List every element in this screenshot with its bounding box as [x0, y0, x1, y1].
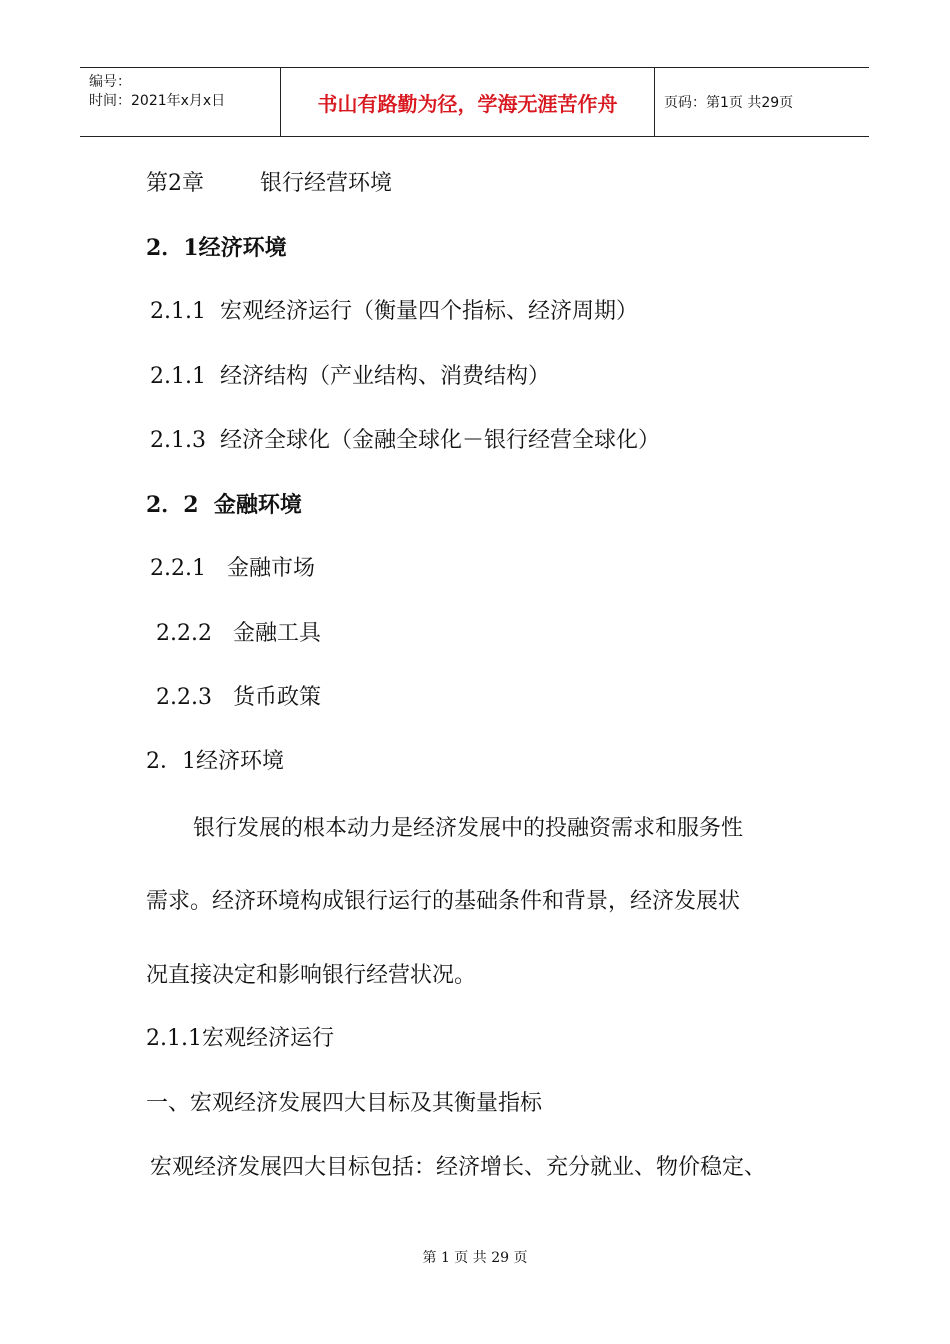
- page-footer: 第 1 页 共 29 页: [422, 1250, 528, 1266]
- page-info: 页码：第1页 共29页: [664, 95, 794, 111]
- toc-entry-2-2-1: 2.2.1 金融市场: [150, 556, 315, 581]
- time-label: 时间：2021年x月x日: [89, 93, 226, 109]
- toc-entry-2-2-3: 2.2.3 货币政策: [156, 685, 321, 710]
- heading-2-1-1: 2.1.1宏观经济运行: [146, 1026, 334, 1051]
- chapter-title: 第2章 银行经营环境: [146, 171, 392, 196]
- toc-entry-2-1-1: 2.1.1 宏观经济运行（衡量四个指标、经济周期）: [150, 299, 638, 324]
- toc-entry-2-1-1b: 2.1.1 经济结构（产业结构、消费结构）: [150, 364, 550, 389]
- motto-text: 书山有路勤为径，学海无涯苦作舟: [317, 91, 618, 116]
- document-header: [80, 67, 869, 137]
- toc-entry-2-2-2: 2.2.2 金融工具: [156, 621, 321, 646]
- section-2-2-title: 2．2 金融环境: [146, 492, 302, 518]
- number-label: 编号：: [89, 74, 131, 90]
- paragraph-1-line-2: 需求。经济环境构成银行运行的基础条件和背景，经济发展状: [146, 889, 741, 914]
- heading-one: 一、宏观经济发展四大目标及其衡量指标: [146, 1091, 543, 1116]
- header-page-cell: [654, 68, 869, 136]
- paragraph-1-line-3: 况直接决定和影响银行经营状况。: [146, 963, 477, 988]
- header-meta-cell: [80, 68, 280, 136]
- paragraph-1-line-1: 银行发展的根本动力是经济发展中的投融资需求和服务性: [193, 816, 744, 841]
- section-2-1-title: 2．1经济环境: [146, 235, 287, 261]
- toc-entry-2-1-3: 2.1.3 经济全球化（金融全球化－银行经营全球化）: [150, 428, 660, 453]
- paragraph-2-line-1: 宏观经济发展四大目标包括：经济增长、充分就业、物价稳定、: [150, 1155, 767, 1180]
- header-motto-cell: [280, 68, 655, 136]
- heading-2-1: 2．1经济环境: [146, 749, 284, 774]
